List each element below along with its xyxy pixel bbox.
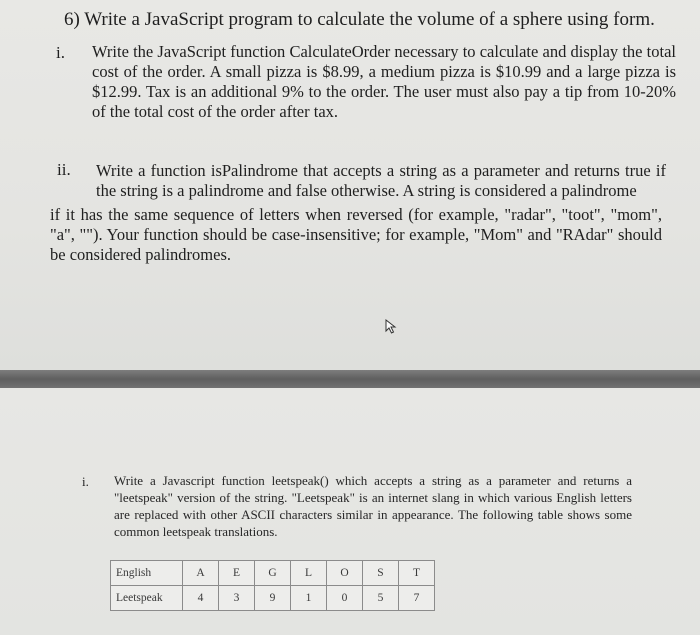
leetspeak-cell: 4 (183, 586, 219, 611)
english-cell: T (399, 561, 435, 586)
english-cell: L (291, 561, 327, 586)
leetspeak-row-label: Leetspeak (111, 586, 183, 611)
leetspeak-cell: 7 (399, 586, 435, 611)
english-cell: G (255, 561, 291, 586)
leetspeak-cell: 1 (291, 586, 327, 611)
leetspeak-cell: 9 (255, 586, 291, 611)
english-row-label: English (111, 561, 183, 586)
english-row (111, 561, 435, 586)
leetspeak-row (111, 586, 435, 611)
part-ii-text: Write a function isPalindrome that accepts a string as a parameter and returns true if the string is a palindrome and false otherwise. A string is considered a palindrome (96, 161, 666, 200)
leetspeak-text: Write a Javascript function leetspeak() which accepts a string as a parameter and returns a "leetspeak" version of the string. "Leetspeak" is an internet slang in which various English letters are replaced with other ASCII characters similar in appearance. The following table shows some common leetspeak translations. (114, 473, 632, 539)
mouse-cursor-icon (384, 318, 402, 336)
leetspeak-cell: 3 (219, 586, 255, 611)
english-cell: O (327, 561, 363, 586)
part-ii-continuation: if it has the same sequence of letters when reversed (for example, "radar", "toot", "mom", "a", ""). Your function should be case-insensitive; for example, "Mom" and "RAdar" should be considered palindromes. (50, 205, 662, 264)
english-cell: E (219, 561, 255, 586)
leetspeak-cell: 0 (327, 586, 363, 611)
english-cell: S (363, 561, 399, 586)
part-i-text: Write the JavaScript function CalculateOrder necessary to calculate and display the total cost of the order. A small pizza is $8.99, a medium pizza is $10.99 and a large pizza is $12.99. Tax is an additional 9% to the order. The user must also pay a tip from 10-20% of the total cost of the order after tax. (92, 42, 676, 121)
part-ii-numeral: ii. (57, 160, 71, 179)
part-i-numeral: i. (56, 43, 65, 62)
leetspeak-table (110, 560, 435, 611)
english-cell: A (183, 561, 219, 586)
leetspeak-cell: 5 (363, 586, 399, 611)
divider-bar (0, 370, 700, 388)
leetspeak-numeral: i. (82, 474, 89, 489)
question-header: 6) Write a JavaScript program to calculate the volume of a sphere using form. (64, 9, 655, 30)
